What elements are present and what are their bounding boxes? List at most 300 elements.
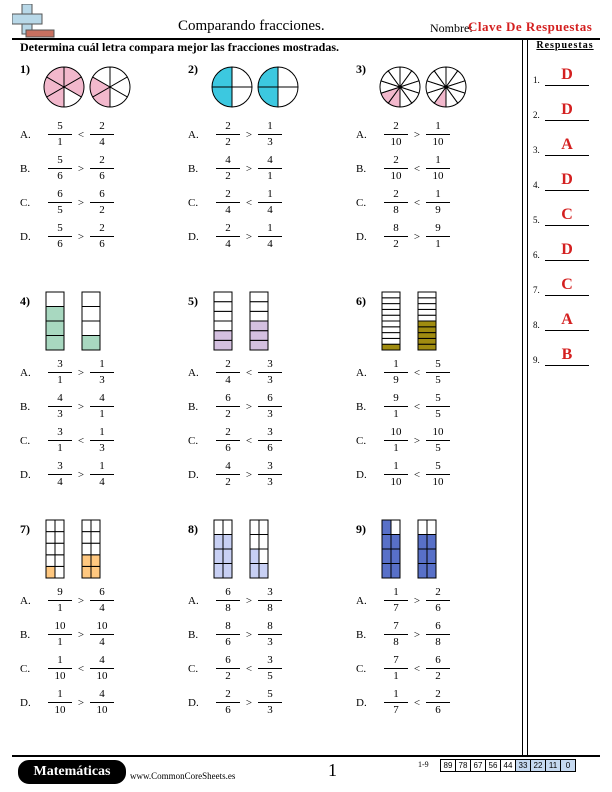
bar-cell xyxy=(382,321,400,327)
fraction xyxy=(90,120,114,149)
denominator: 3 xyxy=(267,408,273,420)
bar-cell xyxy=(250,331,268,341)
answer-value: A xyxy=(561,136,573,153)
option-letter: A. xyxy=(20,129,31,141)
option-letter: C. xyxy=(188,435,199,447)
bar-cell xyxy=(214,292,232,302)
comparison-symbol: < xyxy=(413,197,421,209)
option-letter: C. xyxy=(20,663,31,675)
numerator: 5 xyxy=(426,358,450,373)
fraction xyxy=(426,392,450,421)
denominator: 2 xyxy=(435,670,441,682)
bar-cell xyxy=(418,344,436,350)
numerator: 3 xyxy=(258,358,282,373)
bar-cell xyxy=(223,520,232,535)
fraction xyxy=(258,392,282,421)
bar-cell xyxy=(382,292,400,298)
denominator: 8 xyxy=(267,602,273,614)
fraction xyxy=(90,460,114,489)
numerator: 2 xyxy=(90,154,114,169)
score-cell: 44 xyxy=(501,760,516,772)
comparison-symbol: < xyxy=(245,197,253,209)
bar-cell xyxy=(82,336,100,351)
bar-cell xyxy=(418,327,436,333)
bar-cell xyxy=(250,564,259,579)
fraction xyxy=(258,620,282,649)
denominator: 1 xyxy=(393,442,399,454)
score-table xyxy=(440,759,576,772)
denominator: 1 xyxy=(57,602,63,614)
bar-cell xyxy=(382,520,391,535)
fraction xyxy=(384,688,408,717)
numerator: 1 xyxy=(426,188,450,203)
denominator: 4 xyxy=(225,374,231,386)
comparison-symbol: > xyxy=(77,629,85,641)
fraction xyxy=(90,426,114,455)
option-letter: D. xyxy=(20,231,31,243)
denominator: 10 xyxy=(54,704,66,716)
fraction xyxy=(90,392,114,421)
answer-option xyxy=(20,188,160,218)
denominator: 4 xyxy=(267,238,273,250)
bar-cell xyxy=(82,292,100,307)
answer-option xyxy=(20,460,160,490)
answer-option xyxy=(356,654,496,684)
denominator: 1 xyxy=(57,374,63,386)
problem xyxy=(188,294,348,534)
fraction xyxy=(48,688,72,717)
numerator: 4 xyxy=(258,154,282,169)
bar-cell xyxy=(382,535,391,550)
comparison-symbol: < xyxy=(413,697,421,709)
denominator: 8 xyxy=(393,636,399,648)
numerator: 2 xyxy=(216,358,240,373)
problem-figure xyxy=(200,518,280,585)
numerator: 2 xyxy=(216,188,240,203)
answer-option xyxy=(188,188,328,218)
problem-figure xyxy=(42,65,134,114)
denominator: 10 xyxy=(390,170,402,182)
problem-number: 3) xyxy=(356,62,366,76)
plus-minus-logo xyxy=(12,4,56,38)
denominator: 4 xyxy=(225,238,231,250)
denominator: 8 xyxy=(435,636,441,648)
fraction xyxy=(384,222,408,251)
answer-option xyxy=(188,120,328,150)
option-letter: A. xyxy=(188,129,199,141)
fraction xyxy=(48,358,72,387)
score-cell: 0 xyxy=(561,760,576,772)
bar-cell xyxy=(223,564,232,579)
option-letter: C. xyxy=(20,197,31,209)
denominator: 5 xyxy=(435,374,441,386)
fraction xyxy=(258,460,282,489)
answer-line xyxy=(545,225,589,226)
comparison-symbol: < xyxy=(245,435,253,447)
bar-cell xyxy=(418,520,427,535)
problem xyxy=(356,294,516,534)
score-cell: 78 xyxy=(456,760,471,772)
score-range: 1-9 xyxy=(418,760,429,769)
answer-row xyxy=(533,274,593,296)
fraction-bars xyxy=(200,518,280,580)
worksheet-title: Comparando fracciones. xyxy=(178,18,325,34)
problem xyxy=(188,522,348,762)
bar-cell xyxy=(382,327,400,333)
answer-option xyxy=(188,154,328,184)
option-letter: C. xyxy=(356,663,367,675)
circle-slice xyxy=(212,67,232,87)
answer-option xyxy=(20,222,160,252)
denominator: 7 xyxy=(393,602,399,614)
answer-option xyxy=(188,460,328,490)
denominator: 9 xyxy=(393,374,399,386)
denominator: 10 xyxy=(96,670,108,682)
bar-cell xyxy=(46,307,64,322)
bar-cell xyxy=(391,549,400,564)
fraction xyxy=(426,222,450,251)
numerator: 8 xyxy=(258,620,282,635)
option-letter: D. xyxy=(188,697,199,709)
comparison-symbol: > xyxy=(413,595,421,607)
bar-cell xyxy=(418,321,436,327)
fraction xyxy=(90,154,114,183)
fraction xyxy=(48,426,72,455)
denominator: 6 xyxy=(225,636,231,648)
fraction xyxy=(48,586,72,615)
answer-line xyxy=(545,260,589,261)
option-letter: B. xyxy=(20,629,31,641)
numerator: 5 xyxy=(426,460,450,475)
bar-cell xyxy=(82,532,91,544)
answer-number: 8. xyxy=(533,320,540,330)
denominator: 1 xyxy=(435,238,441,250)
bar-cell xyxy=(382,304,400,310)
comparison-symbol: > xyxy=(245,231,253,243)
comparison-symbol: > xyxy=(77,197,85,209)
option-letter: C. xyxy=(188,197,199,209)
comparison-symbol: < xyxy=(77,129,85,141)
denominator: 1 xyxy=(57,442,63,454)
name-value: Clave De Respuestas xyxy=(468,19,593,34)
answer-column-divider xyxy=(522,38,523,755)
numerator: 1 xyxy=(384,688,408,703)
comparison-symbol: < xyxy=(77,435,85,447)
comparison-symbol: > xyxy=(245,697,253,709)
numerator: 4 xyxy=(90,654,114,669)
bar-cell xyxy=(391,564,400,579)
numerator: 8 xyxy=(216,620,240,635)
fraction xyxy=(258,586,282,615)
fraction xyxy=(258,688,282,717)
answer-value: C xyxy=(561,206,573,223)
circle-slice xyxy=(278,67,298,87)
answer-option xyxy=(20,620,160,650)
fraction xyxy=(384,392,408,421)
comparison-symbol: < xyxy=(413,367,421,379)
fraction xyxy=(258,188,282,217)
bar-cell xyxy=(427,564,436,579)
option-letter: C. xyxy=(20,435,31,447)
bar-cell xyxy=(259,520,268,535)
instructions: Determina cuál letra compara mejor las fracciones mostradas. xyxy=(20,40,340,54)
answer-option xyxy=(188,586,328,616)
denominator: 6 xyxy=(435,704,441,716)
bar-cell xyxy=(250,321,268,331)
answer-option xyxy=(356,154,496,184)
denominator: 1 xyxy=(267,170,273,182)
numerator: 3 xyxy=(258,426,282,441)
numerator: 2 xyxy=(216,426,240,441)
numerator: 6 xyxy=(216,392,240,407)
option-letter: D. xyxy=(356,697,367,709)
fraction xyxy=(216,358,240,387)
denominator: 10 xyxy=(432,136,444,148)
denominator: 6 xyxy=(225,704,231,716)
numerator: 2 xyxy=(216,688,240,703)
problem-number: 9) xyxy=(356,522,366,536)
denominator: 5 xyxy=(435,408,441,420)
numerator: 1 xyxy=(426,154,450,169)
comparison-symbol: < xyxy=(413,663,421,675)
answer-option xyxy=(20,358,160,388)
denominator: 4 xyxy=(57,476,63,488)
answer-row xyxy=(533,204,593,226)
problem-number: 1) xyxy=(20,62,30,76)
denominator: 10 xyxy=(96,704,108,716)
bar-cell xyxy=(55,543,64,555)
option-letter: A. xyxy=(356,595,367,607)
fraction-bars xyxy=(368,290,448,352)
option-letter: A. xyxy=(20,367,31,379)
option-letter: D. xyxy=(188,231,199,243)
problem-figure xyxy=(32,518,112,585)
circle-slice xyxy=(258,87,278,107)
denominator: 3 xyxy=(267,476,273,488)
comparison-symbol: > xyxy=(77,469,85,481)
problem-number: 7) xyxy=(20,522,30,536)
answer-option xyxy=(356,620,496,650)
problem-number: 4) xyxy=(20,294,30,308)
comparison-symbol: > xyxy=(77,401,85,413)
comparison-symbol: > xyxy=(245,401,253,413)
problem-figure xyxy=(210,65,302,114)
answer-row xyxy=(533,99,593,121)
footer-rule xyxy=(12,755,600,757)
score-cell: 33 xyxy=(516,760,531,772)
denominator: 10 xyxy=(390,476,402,488)
denominator: 5 xyxy=(435,442,441,454)
option-letter: B. xyxy=(188,163,199,175)
denominator: 3 xyxy=(267,704,273,716)
numerator: 4 xyxy=(216,154,240,169)
problem-figure xyxy=(368,518,448,585)
denominator: 4 xyxy=(99,476,105,488)
answer-number: 3. xyxy=(533,145,540,155)
answer-line xyxy=(545,365,589,366)
answer-value: D xyxy=(561,171,573,188)
fraction xyxy=(384,120,408,149)
bar-cell xyxy=(46,336,64,351)
bar-cell xyxy=(427,520,436,535)
score-cell: 22 xyxy=(531,760,546,772)
numerator: 10 xyxy=(48,620,72,635)
bar-cell xyxy=(259,564,268,579)
bar-cell xyxy=(46,520,55,532)
numerator: 1 xyxy=(426,120,450,135)
numerator: 5 xyxy=(258,688,282,703)
numerator: 2 xyxy=(426,586,450,601)
answer-row xyxy=(533,344,593,366)
answer-value: B xyxy=(561,346,573,363)
bar-cell xyxy=(382,333,400,339)
answer-line xyxy=(545,330,589,331)
option-letter: B. xyxy=(20,163,31,175)
circle-slice xyxy=(232,67,252,87)
bar-cell xyxy=(91,555,100,567)
fraction xyxy=(384,358,408,387)
denominator: 6 xyxy=(99,238,105,250)
problem xyxy=(20,294,180,534)
fraction-circles xyxy=(378,65,470,109)
answer-option xyxy=(356,460,496,490)
answer-option xyxy=(188,620,328,650)
problem-figure xyxy=(32,290,112,357)
numerator: 2 xyxy=(384,188,408,203)
circle-slice xyxy=(232,87,252,107)
denominator: 3 xyxy=(99,442,105,454)
bar-cell xyxy=(82,520,91,532)
answer-line xyxy=(545,85,589,86)
problem xyxy=(356,522,516,762)
comparison-symbol: < xyxy=(413,401,421,413)
answer-number: 6. xyxy=(533,250,540,260)
fraction xyxy=(90,222,114,251)
option-letter: C. xyxy=(356,435,367,447)
bar-cell xyxy=(82,543,91,555)
fraction xyxy=(48,620,72,649)
fraction xyxy=(258,120,282,149)
bar-cell xyxy=(250,302,268,312)
bar-cell xyxy=(214,331,232,341)
numerator: 3 xyxy=(48,358,72,373)
denominator: 5 xyxy=(57,204,63,216)
denominator: 3 xyxy=(267,374,273,386)
fraction xyxy=(90,654,114,683)
circle-slice xyxy=(258,67,278,87)
option-letter: B. xyxy=(356,629,367,641)
comparison-symbol: < xyxy=(413,163,421,175)
bar-cell xyxy=(46,532,55,544)
denominator: 8 xyxy=(225,602,231,614)
comparison-symbol: > xyxy=(245,469,253,481)
answer-option xyxy=(20,154,160,184)
fraction xyxy=(426,688,450,717)
answer-option xyxy=(20,654,160,684)
bar-cell xyxy=(46,566,55,578)
numerator: 10 xyxy=(426,426,450,441)
fraction xyxy=(426,154,450,183)
fraction xyxy=(48,120,72,149)
answer-number: 4. xyxy=(533,180,540,190)
numerator: 10 xyxy=(384,426,408,441)
comparison-symbol: > xyxy=(245,129,253,141)
bar-cell xyxy=(214,520,223,535)
fraction-bars xyxy=(32,518,112,580)
option-letter: C. xyxy=(356,197,367,209)
numerator: 1 xyxy=(258,188,282,203)
bar-cell xyxy=(82,555,91,567)
bar-cell xyxy=(82,566,91,578)
denominator: 4 xyxy=(267,204,273,216)
bar-cell xyxy=(382,344,400,350)
fraction xyxy=(90,358,114,387)
comparison-symbol: > xyxy=(245,163,253,175)
fraction xyxy=(426,358,450,387)
answer-option xyxy=(188,654,328,684)
denominator: 6 xyxy=(57,170,63,182)
option-letter: B. xyxy=(356,163,367,175)
problem xyxy=(356,62,516,302)
bar-cell xyxy=(46,292,64,307)
numerator: 6 xyxy=(216,586,240,601)
bar-cell xyxy=(382,338,400,344)
numerator: 9 xyxy=(426,222,450,237)
problem-figure xyxy=(200,290,280,357)
comparison-symbol: > xyxy=(245,629,253,641)
fraction xyxy=(90,688,114,717)
fraction xyxy=(48,460,72,489)
fraction xyxy=(426,654,450,683)
answer-column-divider xyxy=(527,38,528,755)
bar-cell xyxy=(46,321,64,336)
answer-row xyxy=(533,134,593,156)
answer-line xyxy=(545,155,589,156)
numerator: 1 xyxy=(90,358,114,373)
comparison-symbol: > xyxy=(413,435,421,447)
denominator: 1 xyxy=(99,408,105,420)
subject-badge: Matemáticas xyxy=(18,760,126,784)
numerator: 4 xyxy=(48,392,72,407)
option-letter: D. xyxy=(20,697,31,709)
answer-option xyxy=(356,222,496,252)
answer-option xyxy=(356,392,496,422)
denominator: 4 xyxy=(225,204,231,216)
bar-cell xyxy=(418,333,436,339)
fraction xyxy=(48,154,72,183)
bar-cell xyxy=(382,564,391,579)
comparison-symbol: > xyxy=(77,697,85,709)
name-label: Nombre: xyxy=(430,21,473,35)
bar-cell xyxy=(250,549,259,564)
answer-row xyxy=(533,239,593,261)
answer-number: 1. xyxy=(533,75,540,85)
denominator: 6 xyxy=(267,442,273,454)
fraction xyxy=(426,120,450,149)
numerator: 3 xyxy=(258,586,282,601)
bar-cell xyxy=(91,520,100,532)
numerator: 2 xyxy=(384,120,408,135)
fraction xyxy=(258,654,282,683)
denominator: 2 xyxy=(393,238,399,250)
bar-cell xyxy=(250,340,268,350)
fraction xyxy=(48,188,72,217)
bar-cell xyxy=(214,311,232,321)
denominator: 1 xyxy=(57,136,63,148)
page-number: 1 xyxy=(328,760,337,780)
fraction xyxy=(426,426,450,455)
denominator: 6 xyxy=(99,170,105,182)
